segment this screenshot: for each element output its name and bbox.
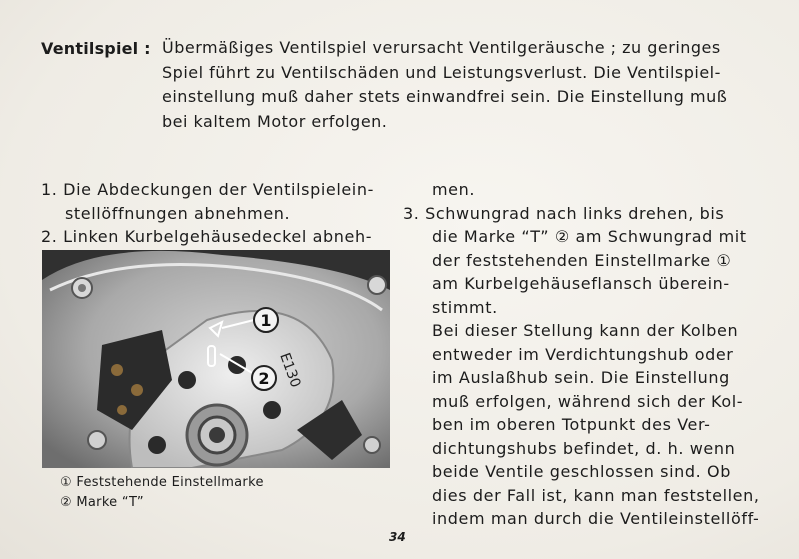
- flywheel-illustration: [42, 250, 390, 468]
- flywheel-photo: [42, 250, 390, 468]
- step-line: stimmt.: [432, 297, 498, 317]
- step-line: entweder im Verdichtungshub oder: [432, 344, 734, 364]
- step-line: 2. Linken Kurbelgehäusedeckel abneh-: [41, 227, 373, 246]
- step-line: der feststehenden Einstellmarke ①: [432, 250, 732, 270]
- step-line: die Marke “T” ② am Schwungrad mit: [432, 227, 747, 246]
- callout-2-label: 2: [258, 369, 270, 388]
- step-line: Bei dieser Stellung kann der Kolben: [432, 321, 739, 340]
- intro-line: einstellung muß daher stets einwandfrei sein. Die Einstellung muß: [162, 87, 728, 106]
- step-line: ben im oberen Totpunkt des Ver-: [432, 415, 711, 434]
- intro-line: Übermäßiges Ventilspiel verursacht Ventilgeräusche ; zu geringes: [162, 38, 721, 57]
- step-line: dichtungshubs befindet, d. h. wenn: [432, 438, 736, 458]
- caption-line: ② Marke “T”: [60, 495, 144, 510]
- intro-paragraph: [162, 36, 762, 134]
- step-line: dies der Fall ist, kann man feststellen,: [432, 485, 760, 505]
- step-line: beide Ventile geschlossen sind. Ob: [432, 462, 731, 481]
- step-line: indem man durch die Ventileinstellöff-: [432, 509, 760, 528]
- left-column-text: [41, 178, 396, 249]
- step-line: 3. Schwungrad nach links drehen, bis: [403, 203, 725, 223]
- step-line: am Kurbelgehäuseflansch überein-: [432, 274, 730, 293]
- figure-caption: [60, 473, 264, 513]
- step-line: men.: [432, 180, 476, 199]
- intro-line: Spiel führt zu Ventilschäden und Leistungsverlust. Die Ventilspiel-: [162, 62, 721, 82]
- rotor-mark-text: E130: [276, 350, 304, 390]
- step-line: im Auslaßhub sein. Die Einstellung: [432, 368, 730, 387]
- right-column-text: [403, 178, 763, 531]
- step-line: 1. Die Abdeckungen der Ventilspielein-: [41, 180, 374, 199]
- step-line: muß erfolgen, während sich der Kol-: [432, 391, 744, 411]
- section-term: Ventilspiel :: [41, 39, 151, 58]
- caption-line: ① Feststehende Einstellmarke: [60, 475, 264, 490]
- page-number: 34: [389, 530, 406, 544]
- intro-line: bei kaltem Motor erfolgen.: [162, 111, 388, 131]
- callout-1-label: 1: [260, 311, 272, 330]
- step-line: stellöffnungen abnehmen.: [65, 203, 291, 223]
